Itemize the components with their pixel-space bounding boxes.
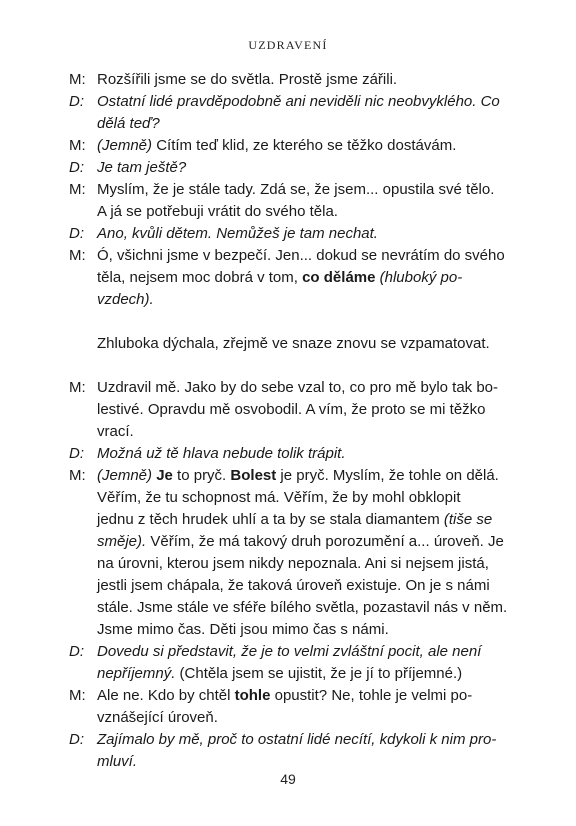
stage-direction: směje). (97, 533, 147, 550)
dialogue-turn-m (69, 685, 515, 729)
speaker-label-m: M: (69, 687, 86, 704)
turn-text (97, 157, 515, 179)
stage-direction: (Jemně) (97, 137, 153, 154)
text-line: Jsme mimo čas. Děti jsou mimo čas s námi. (97, 621, 389, 638)
text-line (97, 531, 515, 553)
dialogue-turn-m (69, 465, 515, 641)
text-fragment: těla, nejsem moc dobrá v tom, (97, 269, 298, 286)
text-line: Ostatní lidé pravděpodobně ani neviděli nic neobvyklého. Co (97, 93, 500, 110)
text-fragment: Ale ne. Kdo by chtěl (97, 687, 231, 704)
text-line: mluví. (97, 753, 138, 770)
turn-text (97, 443, 515, 465)
running-header: UZDRAVENÍ (248, 38, 328, 52)
speaker-label-m: M: (69, 247, 86, 264)
text-line: jestli jsem chápala, že taková úroveň existuje. On je s námi (97, 577, 490, 594)
narration-paragraph: Zhluboka dýchala, zřejmě ve snaze znovu se vzpamatovat. (97, 335, 490, 352)
dialogue-turn-m (69, 377, 515, 443)
text-line: Je tam ještě? (97, 159, 187, 176)
text-fragment: nepříjemný. (97, 665, 176, 682)
text-line: Ano, kvůli dětem. Nemůžeš je tam nechat. (97, 225, 378, 242)
speaker-label-m: M: (69, 379, 86, 396)
text-line: vrací. (97, 423, 134, 440)
bold-word: Bolest (230, 467, 277, 484)
text-line (97, 509, 515, 531)
stage-direction: (hluboký po- (379, 269, 463, 286)
page-number: 49 (280, 771, 296, 787)
dialogue-turn-d (69, 157, 515, 179)
text-line: Myslím, že je stále tady. Zdá se, že jsem... opustila své tělo. (97, 181, 495, 198)
turn-text (97, 641, 515, 685)
text-fragment: to pryč. (177, 467, 227, 484)
turn-text (97, 729, 515, 773)
dialogue-turn-d (69, 91, 515, 135)
text-line (97, 267, 515, 289)
text-line: Uzdravil mě. Jako by do sebe vzal to, co pro mě bylo tak bo- (97, 379, 499, 396)
turn-text (97, 377, 515, 443)
dialogue-turn-d (69, 223, 515, 245)
stage-direction: (tiše se (443, 511, 493, 528)
dialogue-turn-m (69, 179, 515, 223)
text-line: dělá teď? (97, 115, 160, 132)
bold-word: Je (156, 467, 173, 484)
dialogue-turn-d (69, 443, 515, 465)
text-fragment: jednu z těch hrudek uhlí a ta by se stala diamantem (97, 511, 440, 528)
speaker-label-m: M: (69, 181, 86, 198)
turn-text (97, 465, 515, 641)
speaker-label-d: D: (69, 445, 84, 462)
text-line: vzdech). (97, 291, 154, 308)
dialogue-turn-m (69, 69, 515, 91)
page-body (69, 69, 515, 773)
stage-direction: (Jemně) (97, 467, 153, 484)
text-fragment: je pryč. Myslím, že tohle on dělá. (280, 467, 499, 484)
speaker-label-m: M: (69, 137, 86, 154)
turn-text (97, 69, 515, 91)
speaker-label-d: D: (69, 159, 84, 176)
author-note: (Chtěla jsem se ujistit, že je jí to příjemné.) (179, 665, 463, 682)
speaker-label-d: D: (69, 225, 84, 242)
speaker-label-d: D: (69, 731, 84, 748)
turn-text (97, 135, 515, 157)
turn-text (97, 245, 515, 311)
speaker-label-m: M: (69, 71, 86, 88)
bold-word: tohle (234, 687, 271, 704)
bold-phrase: co děláme (302, 269, 376, 286)
turn-text (97, 223, 515, 245)
text-line (97, 465, 515, 487)
text-line: Dovedu si představit, že je to velmi zvláštní pocit, ale není (97, 643, 482, 660)
text-fragment: opustit? Ne, tohle je velmi po- (274, 687, 473, 704)
text-fragment: Věřím, že má takový druh porozumění a... úroveň. Je (150, 533, 504, 550)
text-line (97, 685, 515, 707)
text-fragment: Cítím teď klid, ze kterého se těžko dostávám. (156, 137, 457, 154)
speaker-label-d: D: (69, 643, 84, 660)
turn-text (97, 91, 515, 135)
text-line: na úrovni, kterou jsem nikdy nepoznala. Ani si nejsem jistá, (97, 555, 489, 572)
text-line: vznášející úroveň. (97, 709, 218, 726)
turn-text (97, 685, 515, 729)
text-line: Věřím, že tu schopnost má. Věřím, že by mohl obklopit (97, 489, 461, 506)
text-line: A já se potřebuji vrátit do svého těla. (97, 203, 338, 220)
text-line (97, 135, 515, 157)
text-line (97, 663, 515, 685)
text-line: Ó, všichni jsme v bezpečí. Jen... dokud se nevrátím do svého (97, 247, 505, 264)
turn-text (97, 179, 515, 223)
speaker-label-m: M: (69, 467, 86, 484)
dialogue-turn-m (69, 245, 515, 311)
dialogue-turn-m (69, 135, 515, 157)
dialogue-turn-d (69, 641, 515, 685)
text-line: lestivé. Opravdu mě osvobodil. A vím, že proto se mi těžko (97, 401, 486, 418)
text-line: Možná už tě hlava nebude tolik trápit. (97, 445, 346, 462)
text-line: Zajímalo by mě, proč to ostatní lidé necítí, kdykoli k nim pro- (97, 731, 497, 748)
speaker-label-d: D: (69, 93, 84, 110)
text-line: Rozšířili jsme se do světla. Prostě jsme zářili. (97, 71, 398, 88)
text-line: stále. Jsme stále ve sféře bílého světla, pozastavil nás v něm. (97, 599, 508, 616)
dialogue-turn-d (69, 729, 515, 773)
